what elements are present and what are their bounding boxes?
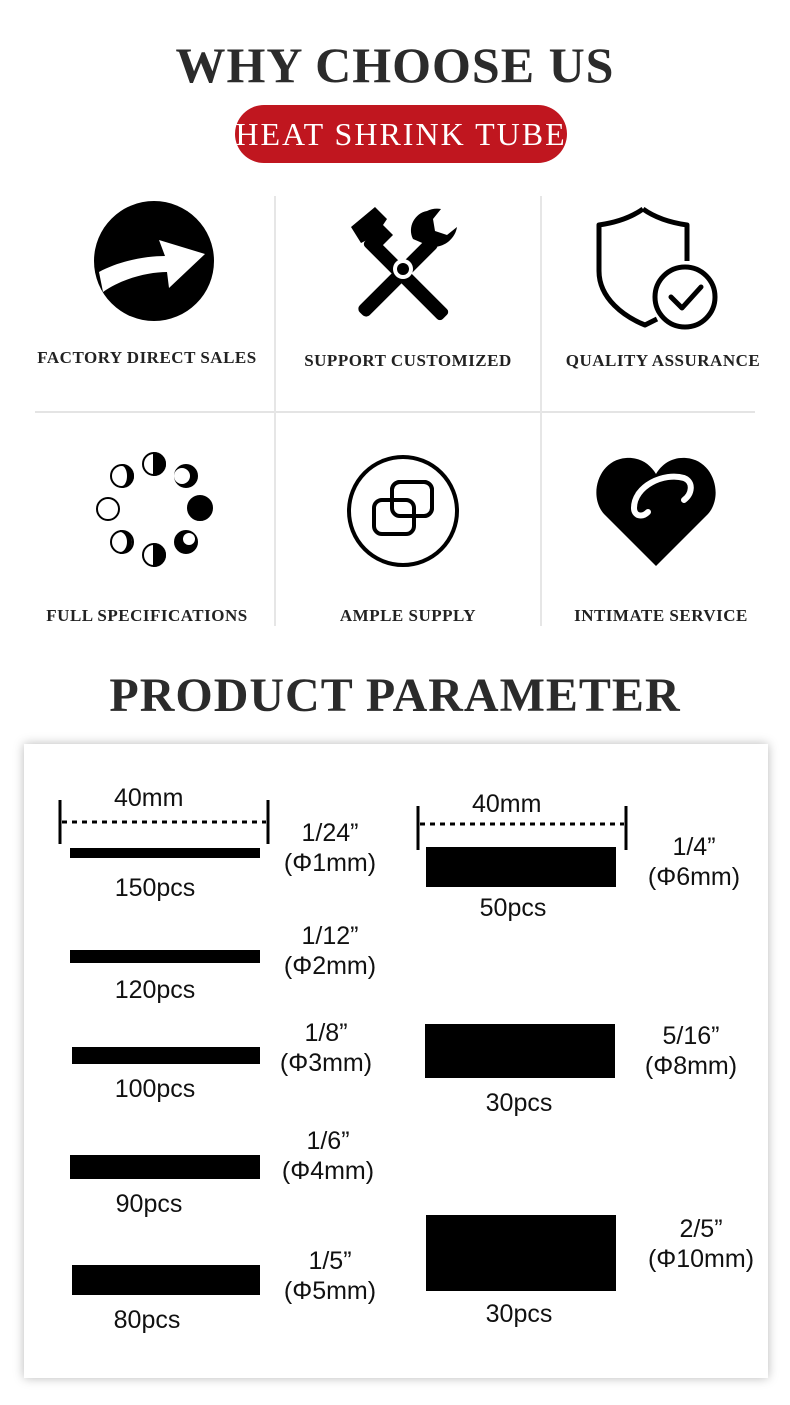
divider	[35, 411, 755, 413]
size-diameter: (Φ8mm)	[644, 1052, 738, 1080]
size-label	[270, 921, 390, 981]
size-fraction: 5/16”	[662, 1022, 720, 1050]
size-fraction: 2/5”	[679, 1215, 723, 1243]
feature-label-intimate-service: INTIMATE SERVICE	[574, 606, 748, 625]
divider	[274, 196, 276, 626]
quantity-label: 80pcs	[113, 1306, 181, 1334]
section-title-why-choose-us: WHY CHOOSE US	[175, 37, 615, 93]
size-fraction: 1/8”	[304, 1019, 348, 1047]
size-diameter: (Φ3mm)	[279, 1049, 373, 1077]
length-label: 40mm	[472, 790, 542, 818]
tube-bar	[70, 1155, 260, 1179]
length-label: 40mm	[114, 784, 184, 812]
quantity-label: 50pcs	[479, 894, 547, 922]
feature-label-full-specifications: FULL SPECIFICATIONS	[46, 606, 248, 625]
quantity-label: 150pcs	[114, 874, 196, 902]
length-dimension-line	[414, 806, 630, 850]
tube-bar	[70, 848, 260, 858]
feature-label-quality-assurance: QUALITY ASSURANCE	[565, 351, 761, 370]
size-diameter: (Φ4mm)	[281, 1157, 375, 1185]
parameter-panel	[24, 744, 768, 1378]
heart-icon	[594, 456, 718, 568]
tube-bar	[72, 1047, 260, 1064]
size-label	[270, 1246, 390, 1306]
tube-bar	[72, 1265, 260, 1295]
loading-dots-icon	[94, 452, 216, 568]
size-label	[634, 1214, 768, 1274]
feature-label-factory-direct: FACTORY DIRECT SALES	[37, 348, 257, 367]
feature-label-ample-supply: AMPLE SUPPLY	[339, 606, 477, 625]
quantity-label: 90pcs	[115, 1190, 183, 1218]
shield-check-icon	[595, 205, 721, 331]
size-diameter: (Φ5mm)	[283, 1277, 377, 1305]
quantity-label: 30pcs	[485, 1300, 553, 1328]
size-diameter: (Φ6mm)	[647, 863, 741, 891]
size-diameter: (Φ1mm)	[283, 849, 377, 877]
size-label	[266, 1018, 386, 1078]
size-diameter: (Φ10mm)	[647, 1245, 755, 1273]
size-fraction: 1/6”	[306, 1127, 350, 1155]
size-fraction: 1/4”	[672, 833, 716, 861]
length-dimension-line	[56, 800, 272, 844]
size-fraction: 1/12”	[301, 922, 359, 950]
size-fraction: 1/24”	[301, 819, 359, 847]
size-fraction: 1/5”	[308, 1247, 352, 1275]
quantity-label: 100pcs	[114, 1075, 196, 1103]
product-name-badge: HEAT SHRINK TUBE	[235, 105, 567, 163]
feature-label-support-customized: SUPPORT CUSTOMIZED	[304, 351, 512, 370]
quantity-label: 120pcs	[114, 976, 196, 1004]
size-label	[270, 818, 390, 878]
arrow-circle-icon	[93, 200, 215, 322]
tube-bar	[70, 950, 260, 963]
divider	[540, 196, 542, 626]
size-diameter: (Φ2mm)	[283, 952, 377, 980]
overlap-squares-icon	[346, 454, 460, 568]
size-label	[268, 1126, 388, 1186]
section-title-product-parameter: PRODUCT PARAMETER	[109, 669, 681, 722]
size-label	[634, 832, 754, 892]
tube-bar	[426, 1215, 616, 1291]
quantity-label: 30pcs	[485, 1089, 553, 1117]
size-label	[626, 1021, 756, 1081]
tube-bar	[426, 847, 616, 887]
tube-bar	[425, 1024, 615, 1078]
hammer-wrench-icon	[343, 205, 463, 325]
